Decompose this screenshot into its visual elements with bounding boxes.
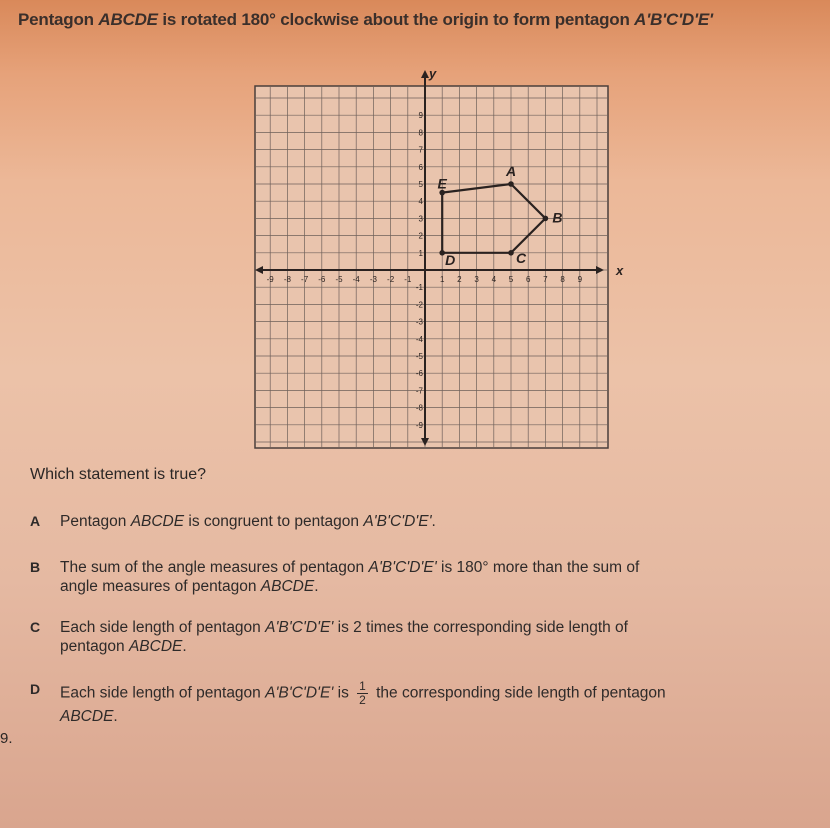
choice-text-run: The sum of the angle measures of pentagon bbox=[60, 559, 369, 576]
y-tick-label: 8 bbox=[418, 128, 423, 138]
y-tick-label: 1 bbox=[418, 248, 423, 258]
choice-text-run: is bbox=[333, 684, 354, 702]
x-tick-label: 8 bbox=[560, 275, 565, 284]
choice-text-run: angle measures of pentagon bbox=[60, 578, 261, 595]
y-tick-label: -7 bbox=[415, 386, 423, 396]
choice-letter: D bbox=[30, 681, 41, 697]
y-tick-label: -4 bbox=[415, 334, 423, 344]
pentagon-name: ABCDE bbox=[130, 513, 185, 530]
x-tick-label: 6 bbox=[525, 275, 531, 284]
pentagon-name: A'B'C'D'E' bbox=[363, 513, 432, 530]
choice-text-run: Each side length of pentagon bbox=[60, 684, 266, 702]
choice-text-run: Each side length of pentagon bbox=[60, 619, 266, 636]
pentagon-name: ABCDE bbox=[60, 708, 114, 725]
x-tick-label: 2 bbox=[457, 275, 462, 284]
coordinate-grid bbox=[250, 60, 624, 450]
y-tick-label: -3 bbox=[415, 317, 423, 327]
x-tick-label: -2 bbox=[387, 275, 395, 284]
y-tick-label: -8 bbox=[415, 403, 423, 413]
pentagon-name: A'B'C'D'E' bbox=[265, 619, 334, 636]
y-tick-label: 2 bbox=[418, 231, 423, 241]
choice-text-run: pentagon bbox=[60, 638, 129, 655]
x-tick-label: -8 bbox=[283, 275, 291, 284]
y-tick-label: 7 bbox=[418, 145, 423, 155]
x-tick-label: -1 bbox=[404, 275, 412, 284]
x-tick-label: 9 bbox=[577, 275, 583, 284]
choice-text bbox=[60, 618, 830, 656]
title-image-name: A'B'C'D'E' bbox=[634, 10, 713, 29]
question-prompt: Which statement is true? bbox=[30, 466, 207, 483]
choice-letter: A bbox=[30, 513, 41, 529]
x-tick-label: -7 bbox=[301, 275, 309, 284]
vertex-point bbox=[508, 181, 514, 187]
x-tick-label: -3 bbox=[369, 275, 377, 284]
choice-text-run: . bbox=[314, 578, 319, 595]
x-tick-label: -6 bbox=[318, 275, 326, 284]
choice-text-run: Pentagon bbox=[60, 513, 131, 530]
title-pentagon-name: ABCDE bbox=[98, 10, 158, 29]
question-number: 9. bbox=[0, 730, 13, 747]
choice-text-run: is 2 times the corresponding side length of bbox=[333, 619, 628, 636]
x-tick-label: 7 bbox=[543, 275, 548, 284]
grid-background bbox=[255, 86, 608, 448]
choice-text-run: is 180° more than the sum of bbox=[436, 559, 640, 576]
x-tick-label: 3 bbox=[474, 275, 479, 284]
choice-letter: C bbox=[30, 619, 41, 635]
title-text: Pentagon bbox=[18, 10, 99, 29]
y-axis-label: y bbox=[429, 66, 437, 81]
vertex-label: C bbox=[515, 249, 527, 266]
vertex-point bbox=[508, 250, 514, 256]
vertex-label: E bbox=[437, 175, 447, 192]
pentagon-name: A'B'C'D'E' bbox=[265, 684, 334, 702]
x-tick-label: 5 bbox=[508, 275, 514, 284]
x-axis-label: x bbox=[616, 263, 624, 278]
x-tick-label: 1 bbox=[439, 275, 445, 284]
y-tick-label: -2 bbox=[415, 300, 423, 310]
vertex-label: A bbox=[505, 163, 517, 179]
y-axis-arrow bbox=[421, 70, 429, 78]
y-tick-label: -1 bbox=[415, 283, 423, 293]
y-tick-label: 6 bbox=[418, 162, 423, 172]
choice-text bbox=[60, 558, 830, 596]
x-tick-label: -9 bbox=[266, 275, 274, 284]
y-tick-label: 3 bbox=[418, 214, 423, 224]
pentagon-name: ABCDE bbox=[260, 578, 315, 595]
vertex-label: D bbox=[445, 251, 456, 268]
coordinate-plane bbox=[250, 60, 624, 450]
fraction: $\frac{1}{2}$ bbox=[359, 679, 366, 707]
y-tick-label: 5 bbox=[418, 180, 423, 189]
y-tick-label: 9 bbox=[418, 111, 423, 121]
y-tick-label: 4 bbox=[418, 197, 423, 207]
y-tick-label: -9 bbox=[415, 420, 423, 430]
y-tick-label: -6 bbox=[415, 369, 423, 379]
choice-text bbox=[60, 512, 830, 531]
x-tick-label: -4 bbox=[352, 275, 360, 284]
choice-text-run: . bbox=[113, 708, 118, 725]
choice-text bbox=[60, 680, 830, 726]
x-tick-label: 4 bbox=[491, 275, 497, 284]
pentagon-name: ABCDE bbox=[128, 638, 183, 655]
vertex-label: B bbox=[552, 209, 563, 226]
problem-statement bbox=[18, 10, 828, 30]
vertex-point bbox=[543, 216, 549, 222]
x-tick-label: -5 bbox=[335, 275, 343, 284]
title-text: is rotated 180° clockwise about the origin to form pentagon bbox=[157, 10, 635, 29]
choice-text-run: is congruent to pentagon bbox=[184, 513, 364, 530]
pentagon-name: A'B'C'D'E' bbox=[368, 559, 437, 576]
choice-text-run: . bbox=[431, 513, 436, 530]
choice-text-run: the corresponding side length of pentagon bbox=[371, 684, 666, 702]
choice-letter: B bbox=[30, 559, 41, 575]
y-tick-label: -5 bbox=[415, 352, 423, 361]
choice-text-run: . bbox=[182, 638, 187, 655]
